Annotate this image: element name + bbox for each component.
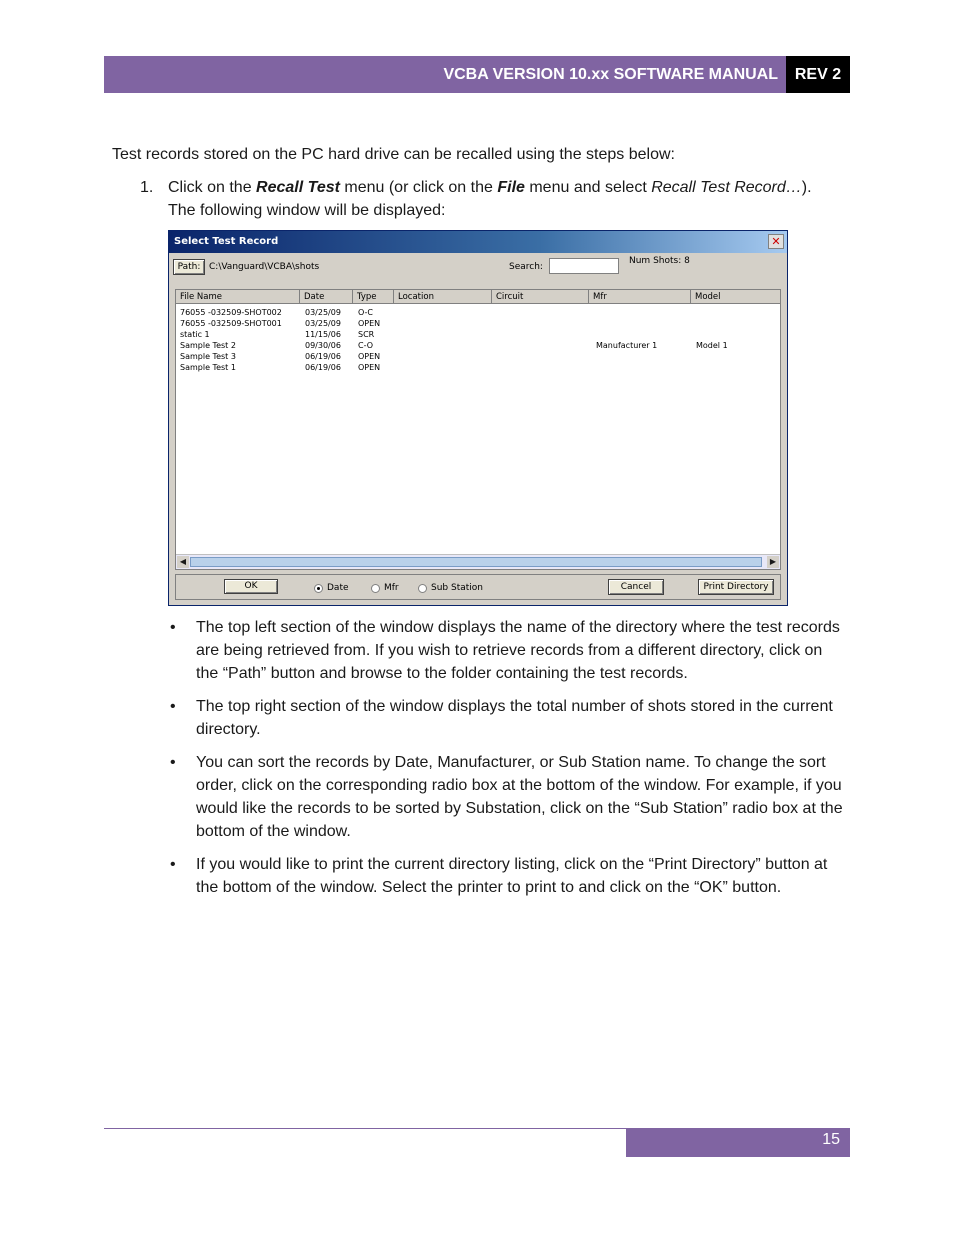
records-list[interactable] — [175, 289, 781, 570]
file-menu-name: File — [497, 179, 525, 196]
recall-test-record-item: Recall Test Record… — [651, 179, 802, 196]
recall-test-menu-name: Recall Test — [256, 179, 340, 196]
table-cell[interactable]: Sample Test 2 — [180, 341, 236, 350]
path-button[interactable]: Path: — [173, 259, 205, 275]
scroll-thumb[interactable] — [190, 557, 762, 567]
column-header[interactable]: Mfr — [589, 290, 691, 304]
horizontal-scrollbar[interactable] — [176, 554, 780, 569]
column-header[interactable]: Type — [353, 290, 394, 304]
bullet-text: The top right section of the window displays the total number of shots stored in the current directory. — [196, 698, 833, 738]
bullet-item — [168, 616, 844, 685]
page-header — [104, 56, 850, 93]
column-header[interactable]: Circuit — [492, 290, 589, 304]
column-header[interactable]: Model — [691, 290, 781, 304]
bullet-list — [168, 616, 844, 909]
column-header[interactable]: Location — [394, 290, 492, 304]
manual-title: VCBA VERSION 10.xx SOFTWARE MANUAL — [104, 56, 786, 93]
step-text-part: menu (or click on the — [339, 179, 498, 196]
radio-sub-station-label: Sub Station — [431, 583, 483, 593]
table-cell[interactable]: Sample Test 3 — [180, 352, 236, 361]
table-cell[interactable]: 06/19/06 — [305, 352, 341, 361]
column-header[interactable]: File Name — [176, 290, 300, 304]
table-cell[interactable]: OPEN — [358, 363, 381, 372]
dialog-title-bar — [169, 231, 787, 253]
bullet-icon: • — [170, 619, 176, 636]
close-icon[interactable]: ✕ — [768, 234, 784, 249]
scroll-right-icon[interactable]: ▶ — [767, 556, 779, 568]
radio-sub-station[interactable] — [418, 584, 427, 593]
table-cell[interactable]: 03/25/09 — [305, 319, 341, 328]
step-number: 1. — [140, 179, 154, 196]
table-cell[interactable]: Model 1 — [696, 341, 728, 350]
radio-mfr-label: Mfr — [384, 583, 399, 593]
intro-paragraph: Test records stored on the PC hard drive can be recalled using the steps below: — [112, 146, 675, 163]
revision-label: REV 2 — [786, 56, 850, 93]
print-directory-button[interactable]: Print Directory — [698, 579, 774, 595]
bullet-text: If you would like to print the current directory listing, click on the “Print Directory” button at the bottom of the window. Select the printer to print to and click on the “OK” button. — [196, 856, 828, 896]
ok-button[interactable]: OK — [224, 579, 278, 594]
table-cell[interactable]: Manufacturer 1 — [596, 341, 658, 350]
table-cell[interactable]: OPEN — [358, 319, 381, 328]
bullet-text: The top left section of the window displays the name of the directory where the test records are being retrieved from. If you wish to retrieve records from a different directory, click on the “Path” button and browse to the folder containing the test records. — [196, 619, 840, 682]
table-cell[interactable]: 11/15/06 — [305, 330, 341, 339]
table-cell[interactable]: 09/30/06 — [305, 341, 341, 350]
bullet-item — [168, 695, 844, 741]
radio-date[interactable] — [314, 584, 323, 593]
table-cell[interactable]: static 1 — [180, 330, 210, 339]
dialog-button-bar — [175, 574, 781, 600]
scroll-left-icon[interactable]: ◀ — [177, 556, 189, 568]
table-cell[interactable]: C-O — [358, 341, 373, 350]
column-header[interactable]: Date — [300, 290, 353, 304]
select-test-record-dialog — [168, 230, 788, 606]
step-text-part: ). — [801, 179, 812, 196]
table-cell[interactable]: 03/25/09 — [305, 308, 341, 317]
bullet-icon: • — [170, 698, 176, 715]
footer-rule — [104, 1128, 626, 1129]
step-text-line2: The following window will be displayed: — [168, 202, 446, 219]
bullet-icon: • — [170, 856, 176, 873]
table-cell[interactable]: 76055 -032509-SHOT001 — [180, 319, 282, 328]
table-cell[interactable]: OPEN — [358, 352, 381, 361]
radio-date-label: Date — [327, 583, 349, 593]
step-text-part: Click on the — [168, 179, 257, 196]
radio-mfr[interactable] — [371, 584, 380, 593]
search-label: Search: — [509, 262, 543, 272]
search-input[interactable] — [549, 258, 619, 274]
bullet-text: You can sort the records by Date, Manufacturer, or Sub Station name. To change the sort order, click on the corresponding radio box at the bottom of the window. For example, if you would like the records to be sorted by Substation, click on the “Sub Station” radio box at the bottom of the window. — [196, 754, 843, 840]
step-text-part: menu and select — [524, 179, 652, 196]
bullet-item — [168, 853, 844, 899]
table-cell[interactable]: 06/19/06 — [305, 363, 341, 372]
table-cell[interactable]: SCR — [358, 330, 375, 339]
num-shots-label: Num Shots: 8 — [629, 256, 690, 266]
step-text — [168, 176, 848, 222]
bullet-item — [168, 751, 844, 843]
table-cell[interactable]: 76055 -032509-SHOT002 — [180, 308, 282, 317]
table-cell[interactable]: Sample Test 1 — [180, 363, 236, 372]
table-cell[interactable]: O-C — [358, 308, 373, 317]
page-number: 15 — [626, 1128, 850, 1157]
bullet-icon: • — [170, 754, 176, 771]
cancel-button[interactable]: Cancel — [608, 579, 664, 595]
path-value: C:\Vanguard\VCBA\shots — [209, 262, 320, 272]
dialog-title: Select Test Record — [174, 236, 279, 247]
